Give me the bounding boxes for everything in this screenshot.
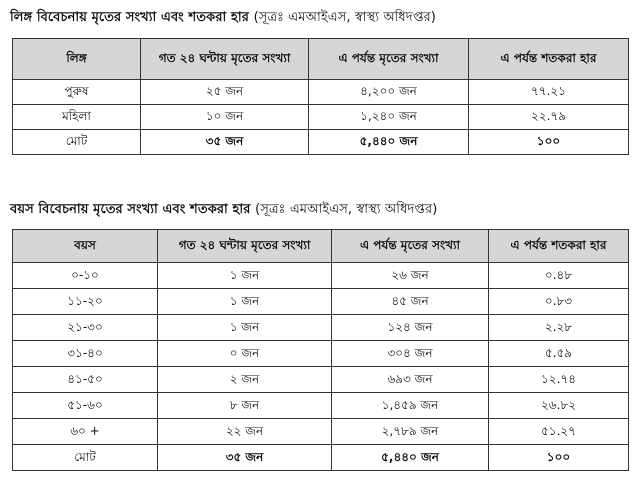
total-deaths-cell: ২,৭৮৯ জন [332, 419, 489, 445]
last-24h-deaths-cell: ৮ জন [158, 393, 332, 419]
age-group-cell: ৬০ + [13, 419, 158, 445]
age-group-cell: ৪১-৫০ [13, 367, 158, 393]
total-deaths-cell: ৩০৪ জন [332, 341, 489, 367]
age-group-cell: ২১-৩০ [13, 315, 158, 341]
table-row [13, 393, 629, 419]
age-table-source: (সূত্রঃ এমআইএস, স্বাস্থ্য অধিদপ্তর) [255, 202, 438, 217]
table-row [13, 341, 629, 367]
percentage-cell: ২২.৭৯ [469, 105, 629, 130]
last-24h-deaths-cell: ২ জন [158, 367, 332, 393]
total-deaths-cell: ২৬ জন [332, 263, 489, 289]
age-group-cell: ১১-২০ [13, 289, 158, 315]
column-header-last-24h-deaths: গত ২৪ ঘন্টায় মৃতের সংখ্যা [141, 39, 309, 80]
total-percentage-cell: ১০০ [469, 130, 629, 155]
age-group-cell: ০-১০ [13, 263, 158, 289]
last-24h-deaths-cell: ২৫ জন [141, 80, 309, 105]
total-deaths-cell: ১,৪৫৯ জন [332, 393, 489, 419]
total-deaths-cell: ৪৫ জন [332, 289, 489, 315]
gender-table-source: (সূত্রঃ এমআইএস, স্বাস্থ্য অধিদপ্তর) [253, 10, 436, 25]
last-24h-deaths-cell: ১০ জন [141, 105, 309, 130]
total-deaths-cell: ৬৯৩ জন [332, 367, 489, 393]
total-percentage-cell: ১০০ [489, 445, 629, 471]
table-header-row [13, 230, 629, 263]
total-deaths-cell: ১২৪ জন [332, 315, 489, 341]
table-row [13, 289, 629, 315]
age-table-title: বয়স বিবেচনায় মৃতের সংখ্যা এবং শতকরা হার [10, 202, 251, 217]
total-last-24h-deaths-cell: ৩৫ জন [158, 445, 332, 471]
table-row [13, 315, 629, 341]
table-row [13, 367, 629, 393]
column-header-total-deaths: এ পর্যন্ত মৃতের সংখ্যা [309, 39, 469, 80]
percentage-cell: ২.২৮ [489, 315, 629, 341]
gender-death-table [12, 38, 629, 155]
percentage-cell: ৫.৫৯ [489, 341, 629, 367]
total-last-24h-deaths-cell: ৩৫ জন [141, 130, 309, 155]
percentage-cell: ০.৪৮ [489, 263, 629, 289]
percentage-cell: ২৬.৮২ [489, 393, 629, 419]
column-header-total-deaths: এ পর্যন্ত মৃতের সংখ্যা [332, 230, 489, 263]
table-row [13, 263, 629, 289]
table-row [13, 105, 629, 130]
column-header-last-24h-deaths: গত ২৪ ঘন্টায় মৃতের সংখ্যা [158, 230, 332, 263]
table-total-row [13, 130, 629, 155]
column-header-percentage: এ পর্যন্ত শতকরা হার [469, 39, 629, 80]
table-row [13, 419, 629, 445]
column-header-percentage: এ পর্যন্ত শতকরা হার [489, 230, 629, 263]
table-total-row [13, 445, 629, 471]
column-header-age: বয়স [13, 230, 158, 263]
gender-table-title: লিঙ্গ বিবেচনায় মৃতের সংখ্যা এবং শতকরা হার [10, 10, 249, 25]
percentage-cell: ০.৮৩ [489, 289, 629, 315]
total-label-cell: মোট [13, 130, 141, 155]
table-row [13, 80, 629, 105]
gender-cell: পুরুষ [13, 80, 141, 105]
percentage-cell: ৭৭.২১ [469, 80, 629, 105]
total-deaths-cell: ১,২৪০ জন [309, 105, 469, 130]
age-group-cell: ৫১-৬০ [13, 393, 158, 419]
age-table-caption [10, 200, 437, 221]
percentage-cell: ৫১.২৭ [489, 419, 629, 445]
percentage-cell: ১২.৭৪ [489, 367, 629, 393]
last-24h-deaths-cell: ২২ জন [158, 419, 332, 445]
gender-table-caption [10, 8, 436, 29]
total-deaths-cell: ৪,২০০ জন [309, 80, 469, 105]
gender-cell: মহিলা [13, 105, 141, 130]
last-24h-deaths-cell: ০ জন [158, 341, 332, 367]
last-24h-deaths-cell: ১ জন [158, 315, 332, 341]
table-header-row [13, 39, 629, 80]
total-label-cell: মোট [13, 445, 158, 471]
age-death-table [12, 229, 629, 471]
total-deaths-cell: ৫,৪৪০ জন [309, 130, 469, 155]
age-group-cell: ৩১-৪০ [13, 341, 158, 367]
last-24h-deaths-cell: ১ জন [158, 263, 332, 289]
column-header-gender: লিঙ্গ [13, 39, 141, 80]
total-deaths-cell: ৫,৪৪০ জন [332, 445, 489, 471]
last-24h-deaths-cell: ১ জন [158, 289, 332, 315]
